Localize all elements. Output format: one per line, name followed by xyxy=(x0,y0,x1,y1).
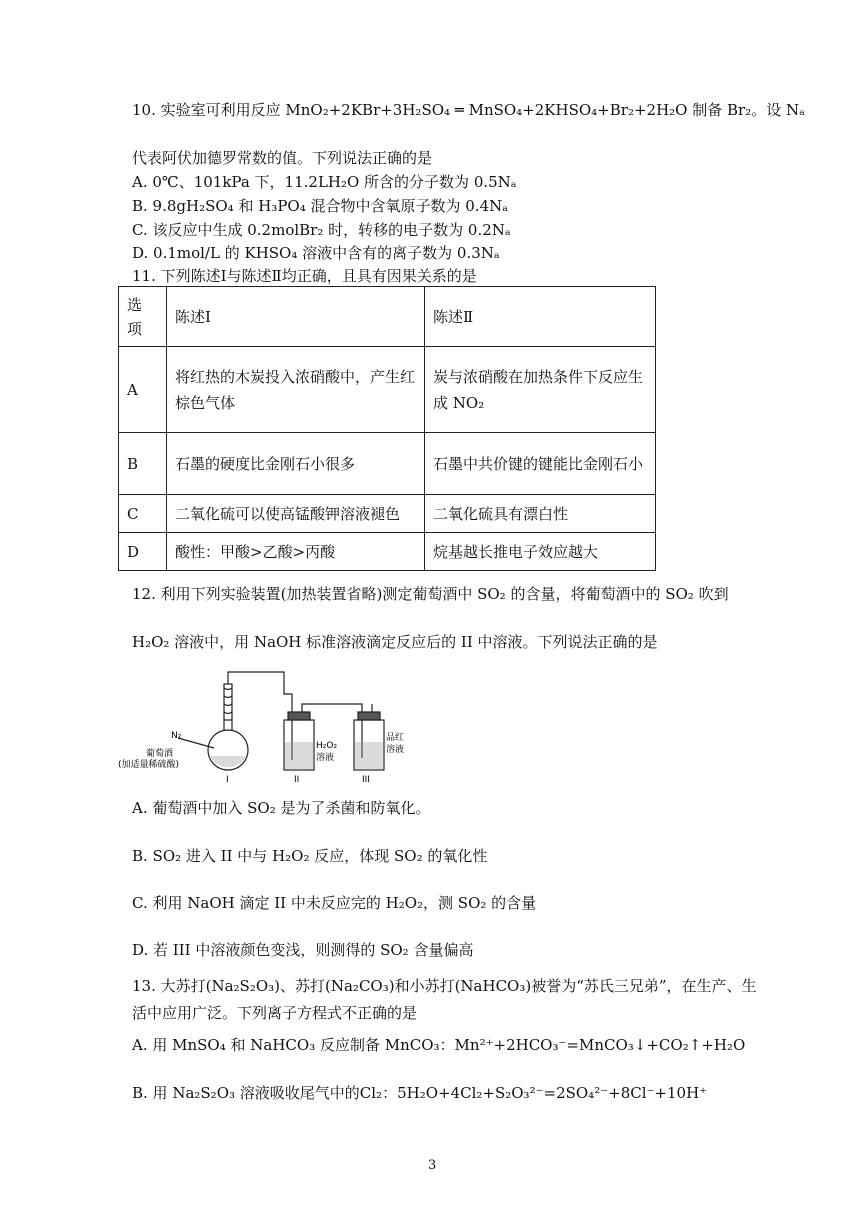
apparatus-diagram xyxy=(116,668,406,784)
fig-label-solution-2: 溶液 xyxy=(386,745,405,755)
q11-stem: 11. 下列陈述Ⅰ与陈述Ⅱ均正确，且具有因果关系的是 xyxy=(132,267,477,285)
q12-option-b: B. SO₂ 进入 II 中与 H₂O₂ 反应，体现 SO₂ 的氧化性 xyxy=(132,847,488,865)
q13-stem-line2: 活中应用广泛。下列离子方程式不正确的是 xyxy=(132,1004,418,1022)
q12-stem-line1: 12. 利用下列实验装置(加热装置省略)测定葡萄酒中 SO₂ 的含量，将葡萄酒中的 SO₂ 吹到 xyxy=(132,585,729,603)
q10-stem-line1: 10. 实验室可利用反应 MnO₂+2KBr+3H₂SO₄ ═ MnSO₄+2KHSO₄+Br₂+2H₂O 制备 Br₂。设 Nₐ xyxy=(132,101,805,119)
fig-label-n2: N₂ xyxy=(171,731,182,741)
q12-option-a: A. 葡萄酒中加入 SO₂ 是为了杀菌和防氧化。 xyxy=(132,799,431,817)
q13-stem-line1: 13. 大苏打(Na₂S₂O₃)、苏打(Na₂CO₃)和小苏打(NaHCO₃)被誉为“苏氏三兄弟”，在生产、生 xyxy=(132,977,757,995)
table-row xyxy=(119,533,656,571)
row-b-statement-2: 石墨中共价键的键能比金刚石小 xyxy=(425,433,656,495)
fig-label-wine: 葡萄酒 xyxy=(146,749,174,759)
q13-option-a: A. 用 MnSO₄ 和 NaHCO₃ 反应制备 MnCO₃：Mn²⁺+2HCO₃⁻=MnCO₃↓+CO₂↑+H₂O xyxy=(132,1036,746,1054)
table-row xyxy=(119,347,656,433)
q12-option-d: D. 若 III 中溶液颜色变浅，则测得的 SO₂ 含量偏高 xyxy=(132,941,474,959)
q12-option-c: C. 利用 NaOH 滴定 II 中未反应完的 H₂O₂，测 SO₂ 的含量 xyxy=(132,894,537,912)
fig-label-pinkred: 品红 xyxy=(386,733,405,743)
q10-option-d: D. 0.1mol/L 的 KHSO₄ 溶液中含有的离子数为 0.3Nₐ xyxy=(132,244,500,262)
row-b-statement-1: 石墨的硬度比金刚石小很多 xyxy=(167,433,425,495)
fig-label-wine-note: (加适量稀硫酸) xyxy=(118,760,180,770)
row-d-option: D xyxy=(119,533,167,571)
row-c-option: C xyxy=(119,495,167,533)
row-a-statement-2: 炭与浓硝酸在加热条件下反应生成 NO₂ xyxy=(425,347,656,433)
row-c-statement-2: 二氧化硫具有漂白性 xyxy=(425,495,656,533)
q11-table xyxy=(118,286,656,571)
table-row xyxy=(119,495,656,533)
row-c-statement-1: 二氧化硫可以使高锰酸钾溶液褪色 xyxy=(167,495,425,533)
page-number: 3 xyxy=(428,1158,437,1173)
q13-option-b: B. 用 Na₂S₂O₃ 溶液吸收尾气中的Cl₂：5H₂O+4Cl₂+S₂O₃²⁻=2SO₄²⁻+8Cl⁻+10H⁺ xyxy=(132,1084,708,1102)
header-statement-2: 陈述Ⅱ xyxy=(425,287,656,347)
table-header-row xyxy=(119,287,656,347)
header-statement-1: 陈述Ⅰ xyxy=(167,287,425,347)
q10-option-c: C. 该反应中生成 0.2molBr₂ 时，转移的电子数为 0.2Nₐ xyxy=(132,221,511,239)
fig-label-iii: III xyxy=(362,775,370,784)
row-a-option: A xyxy=(119,347,167,433)
fig-label-ii: II xyxy=(294,775,300,784)
row-a-statement-1: 将红热的木炭投入浓硝酸中，产生红棕色气体 xyxy=(167,347,425,433)
row-d-statement-2: 烷基越长推电子效应越大 xyxy=(425,533,656,571)
row-d-statement-1: 酸性：甲酸>乙酸>丙酸 xyxy=(167,533,425,571)
header-option xyxy=(119,287,167,347)
q10-stem-line2: 代表阿伏加德罗常数的值。下列说法正确的是 xyxy=(132,149,433,167)
row-b-option: B xyxy=(119,433,167,495)
table-row xyxy=(119,433,656,495)
header-option-text: 选项 xyxy=(127,295,143,338)
q10-option-b: B. 9.8gH₂SO₄ 和 H₃PO₄ 混合物中含氧原子数为 0.4Nₐ xyxy=(132,197,509,215)
fig-label-h2o2: H₂O₂ xyxy=(316,741,338,751)
fig-label-i: I xyxy=(226,775,229,784)
q12-stem-line2: H₂O₂ 溶液中，用 NaOH 标准溶液滴定反应后的 II 中溶液。下列说法正确的是 xyxy=(132,633,658,651)
q10-option-a: A. 0℃、101kPa 下，11.2LH₂O 所含的分子数为 0.5Nₐ xyxy=(132,173,517,191)
fig-label-solution: 溶液 xyxy=(316,753,335,763)
